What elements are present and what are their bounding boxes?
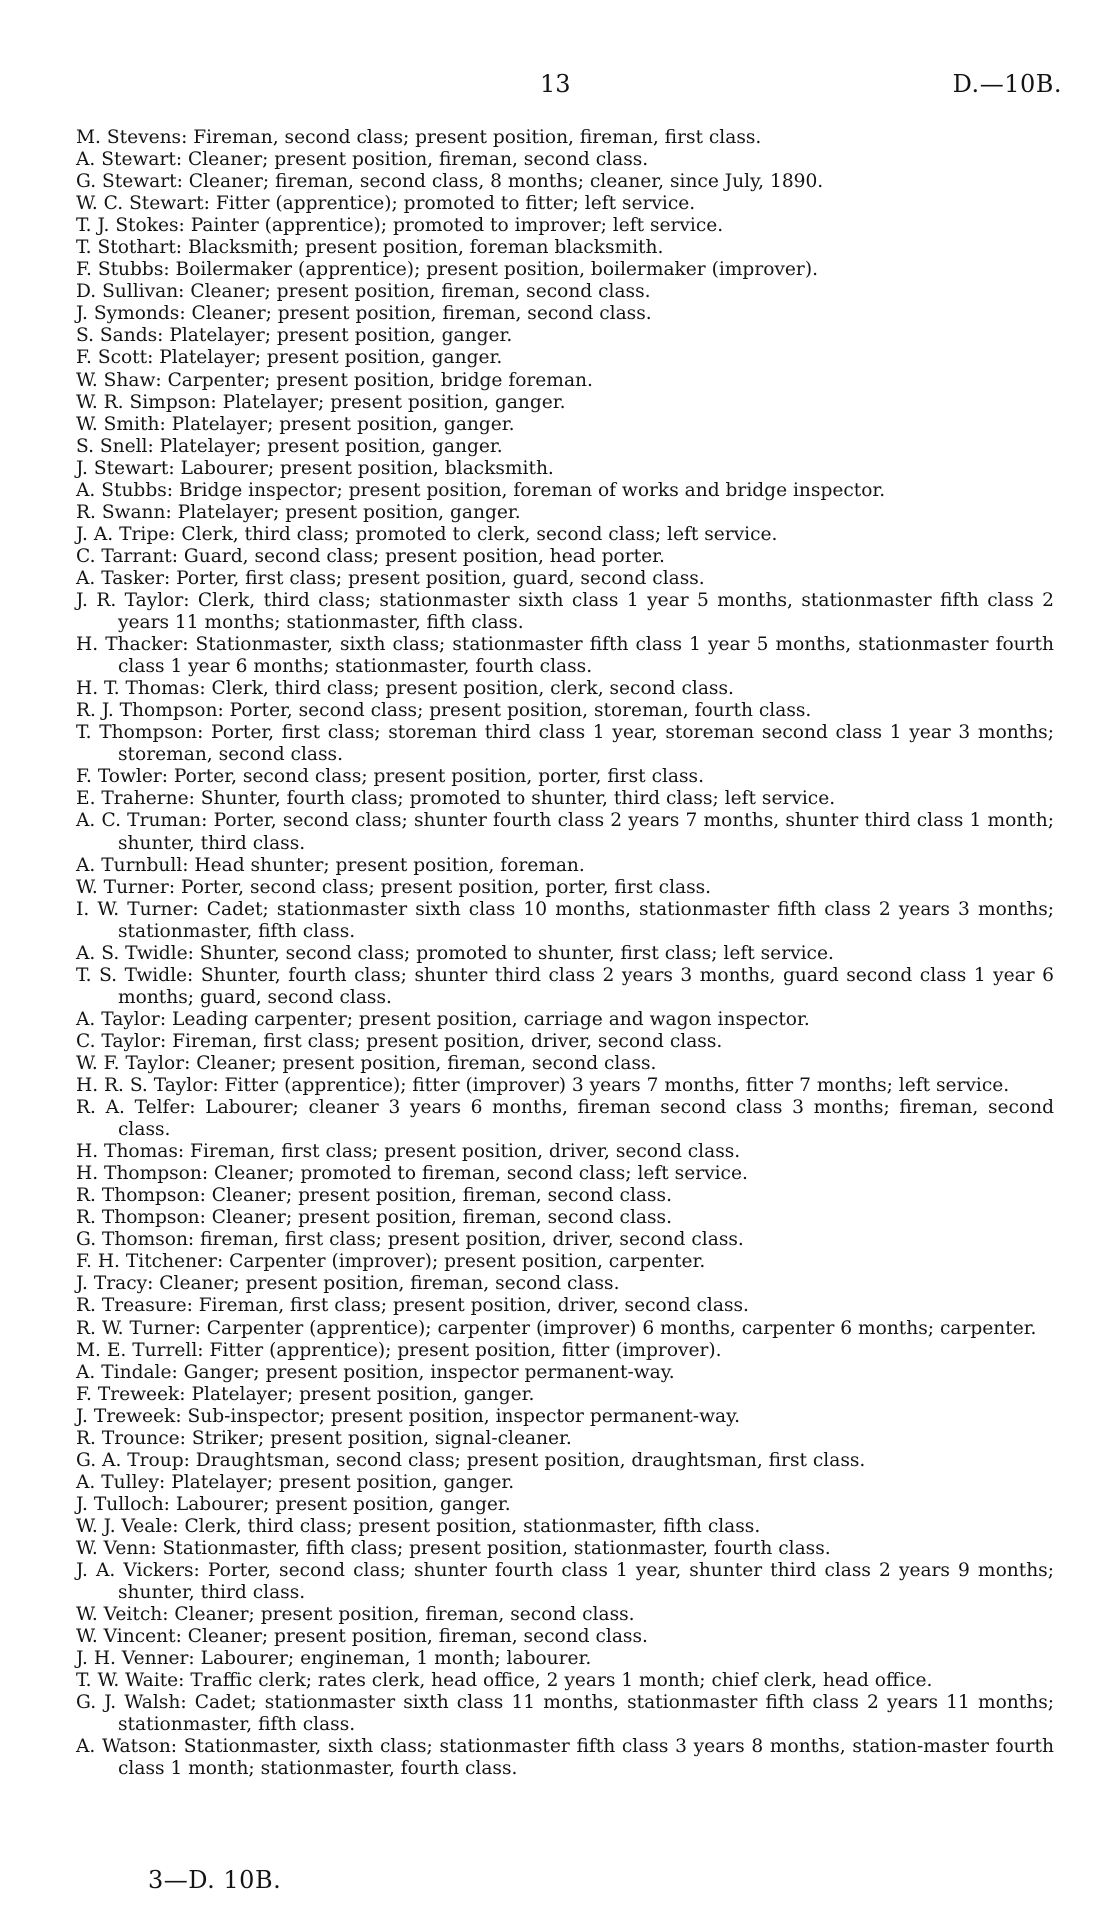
page-number: 13 — [540, 70, 571, 98]
staff-record-entry: G. Thomson: fireman, first class; present position, driver, second class. — [76, 1229, 744, 1251]
staff-record-entry: A. Tindale: Ganger; present position, inspector permanent-way. — [76, 1361, 675, 1383]
staff-record-entry: W. Venn: Stationmaster, fifth class; present position, stationmaster, fourth class. — [76, 1538, 831, 1559]
staff-record-entry: A. Taylor: Leading carpenter; present position, carriage and wagon inspector. — [76, 1008, 810, 1030]
staff-record-entry: R. Thompson: Cleaner; present position, fireman, second class. — [76, 1207, 672, 1229]
staff-record-entry: W. Smith: Platelayer; present position, ganger. — [76, 413, 515, 435]
staff-record-entry: R. A. Telfer: Labourer; cleaner 3 years 6 months, fireman second class 3 months; fireman, second class. — [76, 1097, 1054, 1141]
staff-record-entry: A. Tulley: Platelayer; present position, ganger. — [76, 1471, 515, 1493]
staff-record-entry: D. Sullivan: Cleaner; present position, fireman, second class. — [76, 281, 651, 303]
staff-record-entry: R. Thompson: Cleaner; present position, fireman, second class. — [76, 1185, 672, 1207]
staff-record-entry: A. Stewart: Cleaner; present position, fireman, second class. — [76, 149, 649, 171]
staff-record-entry: T. Thompson: Porter, first class; storeman third class 1 year, storeman second class 1 year 3 months; storeman, second class. — [76, 722, 1054, 766]
staff-record-entry: G. A. Troup: Draughtsman, second class; present position, draughtsman, first class. — [76, 1449, 866, 1471]
staff-record-entry: F. H. Titchener: Carpenter (improver); present position, carpenter. — [76, 1251, 706, 1273]
staff-record-entry: J. A. Vickers: Porter, second class; shunter fourth class 1 year, shunter third class 2 years 9 months; shunter, third class. — [76, 1560, 1054, 1604]
staff-record-entry: A. Turnbull: Head shunter; present position, foreman. — [76, 854, 585, 876]
staff-record-entry: A. S. Twidle: Shunter, second class; promoted to shunter, first class; left service. — [76, 942, 834, 964]
staff-record-entry: W. R. Simpson: Platelayer; present position, ganger. — [76, 391, 566, 413]
staff-record-entry: T. S. Twidle: Shunter, fourth class; shunter third class 2 years 3 months, guard second class 1 year 6 months; guard, second class. — [76, 964, 1054, 1008]
signature-reference: 3—D. 10B. — [148, 1866, 282, 1894]
staff-record-entry: T. Stothart: Blacksmith; present position, foreman blacksmith. — [76, 237, 664, 259]
staff-record-entry: G. J. Walsh: Cadet; stationmaster sixth class 11 months, stationmaster fifth class 2 years 11 months; stationmaster, fifth class. — [76, 1692, 1054, 1736]
staff-record-entry: W. J. Veale: Clerk, third class; present position, stationmaster, fifth class. — [76, 1515, 761, 1537]
staff-record-entry: F. Stubbs: Boilermaker (apprentice); present position, boilermaker (improver). — [76, 259, 818, 281]
staff-record-entry: W. F. Taylor: Cleaner; present position, fireman, second class. — [76, 1052, 657, 1074]
staff-record-entry: F. Towler: Porter, second class; present position, porter, first class. — [76, 766, 705, 788]
staff-record-entry: R. Trounce: Striker; present position, signal-cleaner. — [76, 1427, 572, 1449]
staff-record-entry: A. Stubbs: Bridge inspector; present position, foreman of works and bridge inspector. — [76, 479, 886, 501]
staff-record-entry: J. A. Tripe: Clerk, third class; promoted to clerk, second class; left service. — [76, 523, 778, 545]
staff-record-entry: J. Symonds: Cleaner; present position, fireman, second class. — [76, 303, 652, 325]
document-reference: D.—10B. — [952, 70, 1062, 98]
staff-record-entry: T. W. Waite: Traffic clerk; rates clerk, head office, 2 years 1 month; chief clerk, head office. — [76, 1670, 933, 1692]
staff-record-entry: W. Veitch: Cleaner; present position, fireman, second class. — [76, 1604, 635, 1626]
staff-record-entry: M. E. Turrell: Fitter (apprentice); present position, fitter (improver). — [76, 1339, 722, 1361]
staff-record-entry: H. T. Thomas: Clerk, third class; present position, clerk, second class. — [76, 678, 734, 700]
staff-record-entry: R. Treasure: Fireman, first class; present position, driver, second class. — [76, 1295, 749, 1317]
staff-record-entry: M. Stevens: Fireman, second class; present position, fireman, first class. — [76, 127, 762, 148]
staff-record-entry: J. R. Taylor: Clerk, third class; stationmaster sixth class 1 year 5 months, stationmaster fifth class 2 years 11 months; stationmaster, fifth class. — [76, 589, 1054, 634]
staff-record-entry: J. Stewart: Labourer; present position, blacksmith. — [76, 457, 554, 479]
staff-record-entry: R. J. Thompson: Porter, second class; present position, storeman, fourth class. — [76, 700, 812, 722]
staff-record-entry: C. Taylor: Fireman, first class; present position, driver, second class. — [76, 1030, 723, 1052]
staff-record-entry: F. Scott: Platelayer; present position, ganger. — [76, 347, 503, 369]
page-header — [0, 70, 1114, 102]
staff-record-entry: W. Turner: Porter, second class; present position, porter, first class. — [76, 876, 712, 898]
staff-record-entry: E. Traherne: Shunter, fourth class; promoted to shunter, third class; left service. — [76, 788, 836, 810]
staff-record-entry: W. Vincent: Cleaner; present position, fireman, second class. — [76, 1626, 648, 1648]
staff-record-entry: W. Shaw: Carpenter; present position, bridge foreman. — [76, 369, 593, 391]
staff-record-entry: C. Tarrant: Guard, second class; present position, head porter. — [76, 545, 665, 567]
staff-record-entry: J. H. Venner: Labourer; engineman, 1 month; labourer. — [76, 1648, 592, 1670]
staff-record-entry: A. Watson: Stationmaster, sixth class; stationmaster fifth class 3 years 8 months, station-master fourth class 1 month; stationmaster, fourth class. — [76, 1736, 1054, 1780]
staff-record-entry: W. C. Stewart: Fitter (apprentice); promoted to fitter; left service. — [76, 193, 696, 215]
staff-record-entry: A. C. Truman: Porter, second class; shunter fourth class 2 years 7 months, shunter third class 1 month; shunter, third class. — [76, 810, 1054, 854]
staff-record-entry: H. R. S. Taylor: Fitter (apprentice); fitter (improver) 3 years 7 months, fitter 7 months; left service. — [76, 1075, 1010, 1097]
staff-record-entry: H. Thompson: Cleaner; promoted to fireman, second class; left service. — [76, 1163, 748, 1185]
staff-record-entry: T. J. Stokes: Painter (apprentice); promoted to improver; left service. — [76, 215, 724, 237]
staff-record-list — [76, 127, 1054, 1781]
staff-record-entry: J. Treweek: Sub-inspector; present position, inspector permanent-way. — [76, 1405, 741, 1427]
staff-record-entry: H. Thomas: Fireman, first class; present position, driver, second class. — [76, 1141, 741, 1163]
staff-record-entry: H. Thacker: Stationmaster, sixth class; stationmaster fifth class 1 year 5 months, stationmaster fourth class 1 year 6 months; stationmaster, fourth class. — [76, 634, 1054, 678]
staff-record-entry: S. Snell: Platelayer; present position, ganger. — [76, 435, 503, 457]
staff-record-entry: R. W. Turner: Carpenter (apprentice); carpenter (improver) 6 months, carpenter 6 months; carpenter. — [76, 1317, 1037, 1339]
staff-record-entry: I. W. Turner: Cadet; stationmaster sixth class 10 months, stationmaster fifth class 2 years 3 months; stationmaster, fifth class. — [76, 898, 1054, 942]
staff-record-entry: S. Sands: Platelayer; present position, ganger. — [76, 325, 513, 347]
staff-record-entry: A. Tasker: Porter, first class; present position, guard, second class. — [76, 567, 705, 589]
staff-record-entry: F. Treweek: Platelayer; present position, ganger. — [76, 1383, 535, 1405]
staff-record-entry: J. Tracy: Cleaner; present position, fireman, second class. — [76, 1273, 620, 1295]
staff-record-entry: R. Swann: Platelayer; present position, ganger. — [76, 501, 521, 523]
staff-record-entry: J. Tulloch: Labourer; present position, ganger. — [76, 1493, 511, 1515]
staff-record-entry: G. Stewart: Cleaner; fireman, second class, 8 months; cleaner, since July, 1890. — [76, 171, 824, 193]
